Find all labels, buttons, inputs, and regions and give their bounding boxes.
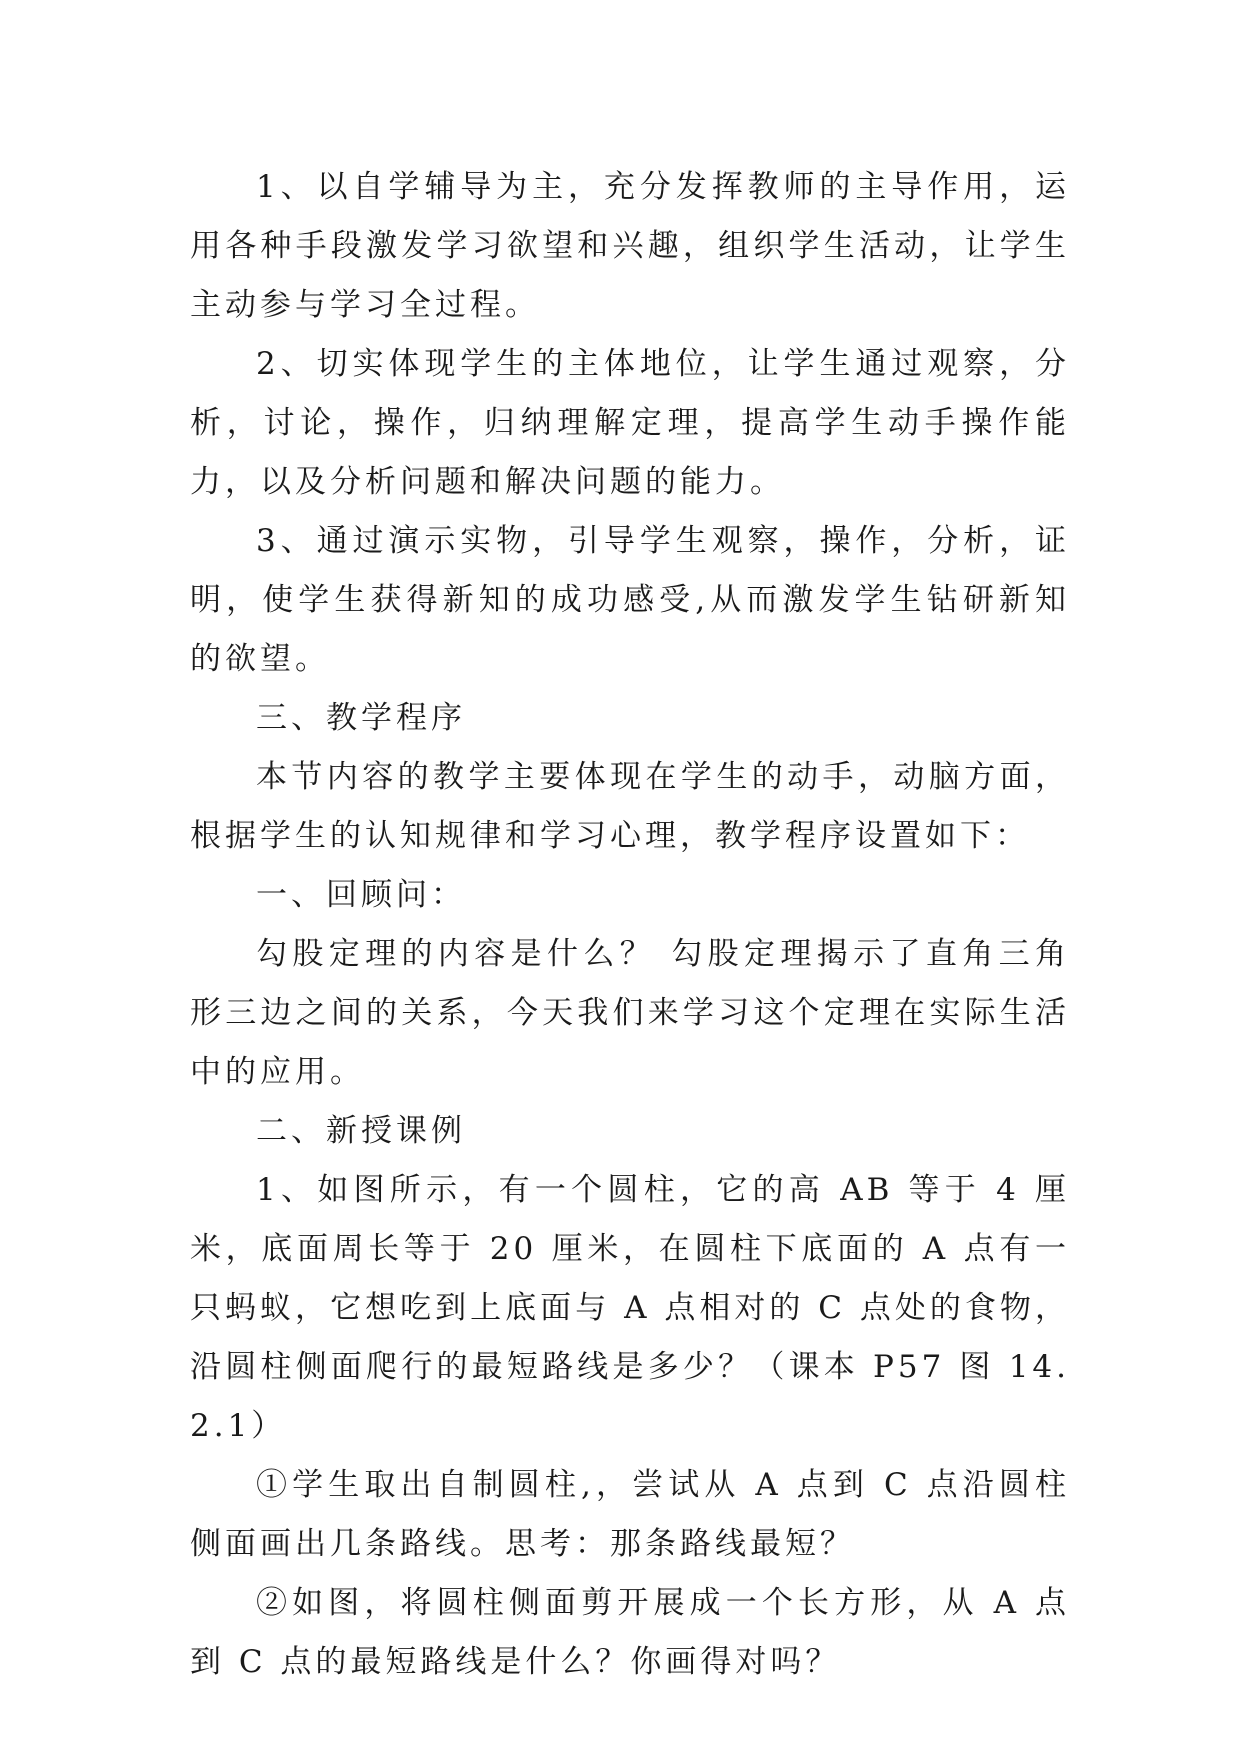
paragraph-step-1: ①学生取出自制圆柱,，尝试从 A 点到 C 点沿圆柱侧面画出几条路线。思考：那条路线最短？ [190,1467,1070,1562]
subheading-review: 一、回顾问： [256,877,466,913]
document-body [190,158,1070,1692]
subheading-new-lesson: 二、新授课例 [256,1113,466,1149]
section-heading-teaching-procedure: 三、教学程序 [256,700,466,736]
paragraph-review-question: 勾股定理的内容是什么？ 勾股定理揭示了直角三角形三边之间的关系，今天我们来学习这个定理在实际生活中的应用。 [190,936,1070,1090]
paragraph-step-2: ②如图，将圆柱侧面剪开展成一个长方形，从 A 点到 C 点的最短路线是什么？你画得对吗？ [190,1585,1070,1680]
paragraph-procedure-intro: 本节内容的教学主要体现在学生的动手，动脑方面，根据学生的认知规律和学习心理，教学程序设置如下： [190,759,1070,854]
paragraph-method-3: 3、通过演示实物，引导学生观察，操作，分析，证明，使学生获得新知的成功感受,从而激发学生钻研新知的欲望。 [190,523,1070,677]
paragraph-example-1: 1、如图所示，有一个圆柱，它的高 AB 等于 4 厘米，底面周长等于 20 厘米，在圆柱下底面的 A 点有一只蚂蚁，它想吃到上底面与 A 点相对的 C 点处的食物，沿圆柱侧面爬行的最短路线是多少？（课本 P57 图 14.2.1） [190,1172,1070,1444]
paragraph-method-1: 1、以自学辅导为主，充分发挥教师的主导作用，运用各种手段激发学习欲望和兴趣，组织学生活动，让学生主动参与学习全过程。 [190,169,1070,323]
paragraph-method-2: 2、切实体现学生的主体地位，让学生通过观察，分析，讨论，操作，归纳理解定理，提高学生动手操作能力，以及分析问题和解决问题的能力。 [190,346,1070,500]
